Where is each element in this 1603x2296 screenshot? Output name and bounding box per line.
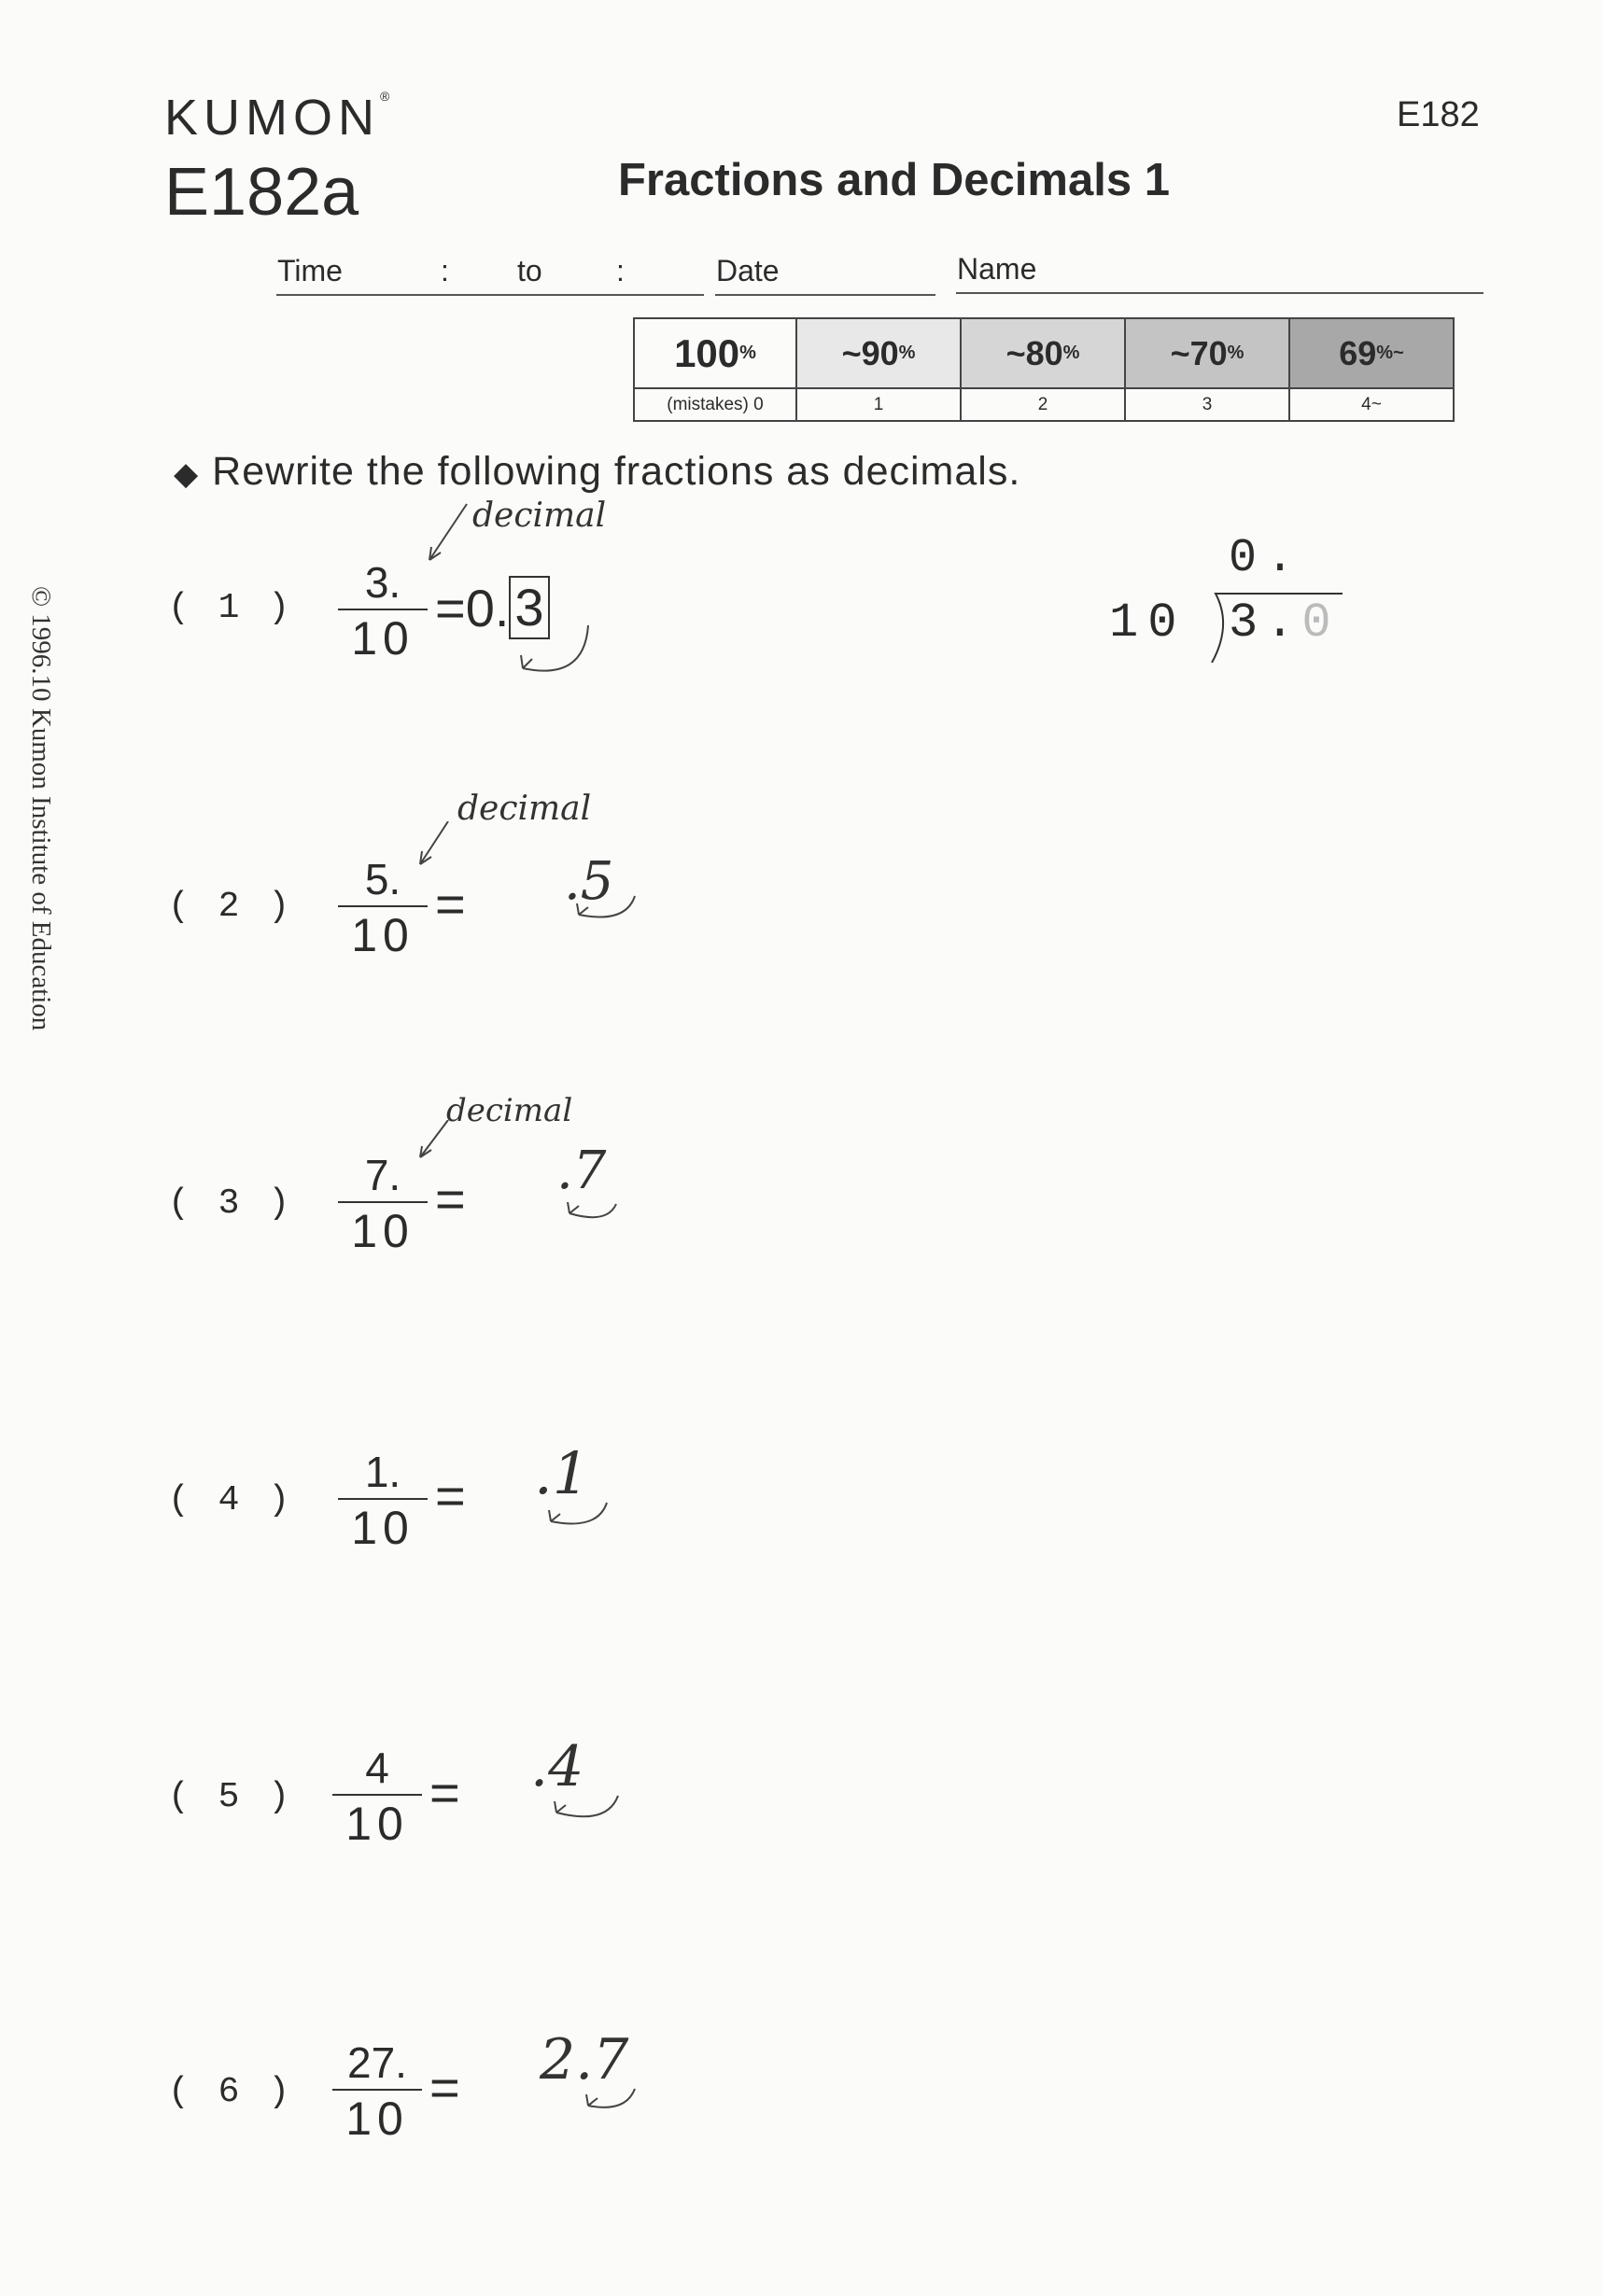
page-title: Fractions and Decimals 1 — [618, 155, 1170, 205]
problem-4-handwritten-answer[interactable]: .1 — [534, 1439, 590, 1507]
problem-3-fraction: 7. 10 — [338, 1149, 428, 1259]
problem-2-annotation-arrows — [411, 821, 654, 933]
problem-6-equals: = — [429, 2058, 460, 2117]
problem-3-handwritten-note: decimal — [446, 1092, 573, 1129]
copyright-notice: © 1996.10 Kumon Institute of Education — [26, 586, 56, 1031]
problem-2-handwritten-note: decimal — [457, 790, 592, 828]
example-long-division — [1102, 532, 1344, 663]
time-colon-end: : — [616, 254, 625, 287]
problem-6-fraction: 27. 10 — [332, 2037, 422, 2147]
problem-2-number: ( 2 ) — [168, 887, 294, 927]
time-field-line[interactable] — [276, 294, 704, 296]
problem-4-annotation-arrow — [532, 1493, 626, 1549]
date-label: Date — [716, 254, 780, 287]
problem-2-handwritten-answer[interactable]: .5 — [564, 851, 614, 912]
score-cell-70: ~70 % 3 — [1126, 317, 1290, 422]
problem-6-number: ( 6 ) — [168, 2072, 294, 2112]
score-cell-80: ~80 % 2 — [962, 317, 1126, 422]
problem-6-annotation-arrow — [569, 2079, 663, 2135]
problem-4-number: ( 4 ) — [168, 1480, 294, 1520]
problem-5-number: ( 5 ) — [168, 1777, 294, 1817]
problem-1-number: ( 1 ) — [168, 588, 294, 628]
name-field-line[interactable] — [956, 292, 1483, 294]
problem-3-number: ( 3 ) — [168, 1183, 294, 1224]
problem-3-handwritten-answer[interactable]: .7 — [556, 1141, 607, 1201]
division-divisor: 10 — [1109, 595, 1187, 651]
time-label: Time — [277, 254, 343, 287]
division-dividend: 3.0 — [1229, 595, 1339, 651]
diamond-bullet-icon: ◆ — [174, 456, 200, 492]
instruction-text: Rewrite the following fractions as decimals. — [212, 449, 1021, 494]
problem-5-handwritten-answer[interactable]: .4 — [530, 1734, 584, 1799]
problem-5-annotation-arrow — [541, 1785, 635, 1841]
problem-3-equals: = — [435, 1169, 466, 1228]
to-label: to — [517, 254, 542, 287]
problem-4-equals: = — [435, 1466, 466, 1525]
problem-6-handwritten-answer[interactable]: 2.7 — [540, 2027, 629, 2093]
problem-1-handwritten-note: decimal — [472, 497, 607, 535]
sheet-code: E182a — [164, 155, 359, 230]
name-label: Name — [957, 252, 1037, 286]
problem-2-fraction: 5. 10 — [338, 853, 428, 963]
problem-2-equals: = — [435, 875, 466, 933]
score-table — [633, 317, 1455, 422]
instruction — [174, 449, 1020, 495]
problem-5-fraction: 4 10 — [332, 1742, 422, 1852]
score-cell-100: 100 % (mistakes) 0 — [633, 317, 797, 422]
answer-box[interactable]: 3 — [509, 576, 549, 639]
date-field-line[interactable] — [715, 294, 935, 296]
problem-1-answer: = 0. 3 — [435, 576, 550, 639]
division-quotient: 0. — [1229, 532, 1304, 585]
problem-3-annotation-arrows — [401, 1120, 644, 1232]
kumon-logo: KUMON® — [164, 89, 390, 146]
time-colon-start: : — [441, 254, 449, 287]
problem-5-equals: = — [429, 1763, 460, 1822]
score-cell-90: ~90 % 1 — [797, 317, 962, 422]
problem-1-fraction: 3. 10 — [338, 556, 428, 666]
corner-code: E182 — [1397, 95, 1480, 134]
score-cell-69: 69 %~ 4~ — [1290, 317, 1455, 422]
problem-4-fraction: 1. 10 — [338, 1446, 428, 1556]
problem-1-annotation-arrows — [411, 495, 598, 681]
